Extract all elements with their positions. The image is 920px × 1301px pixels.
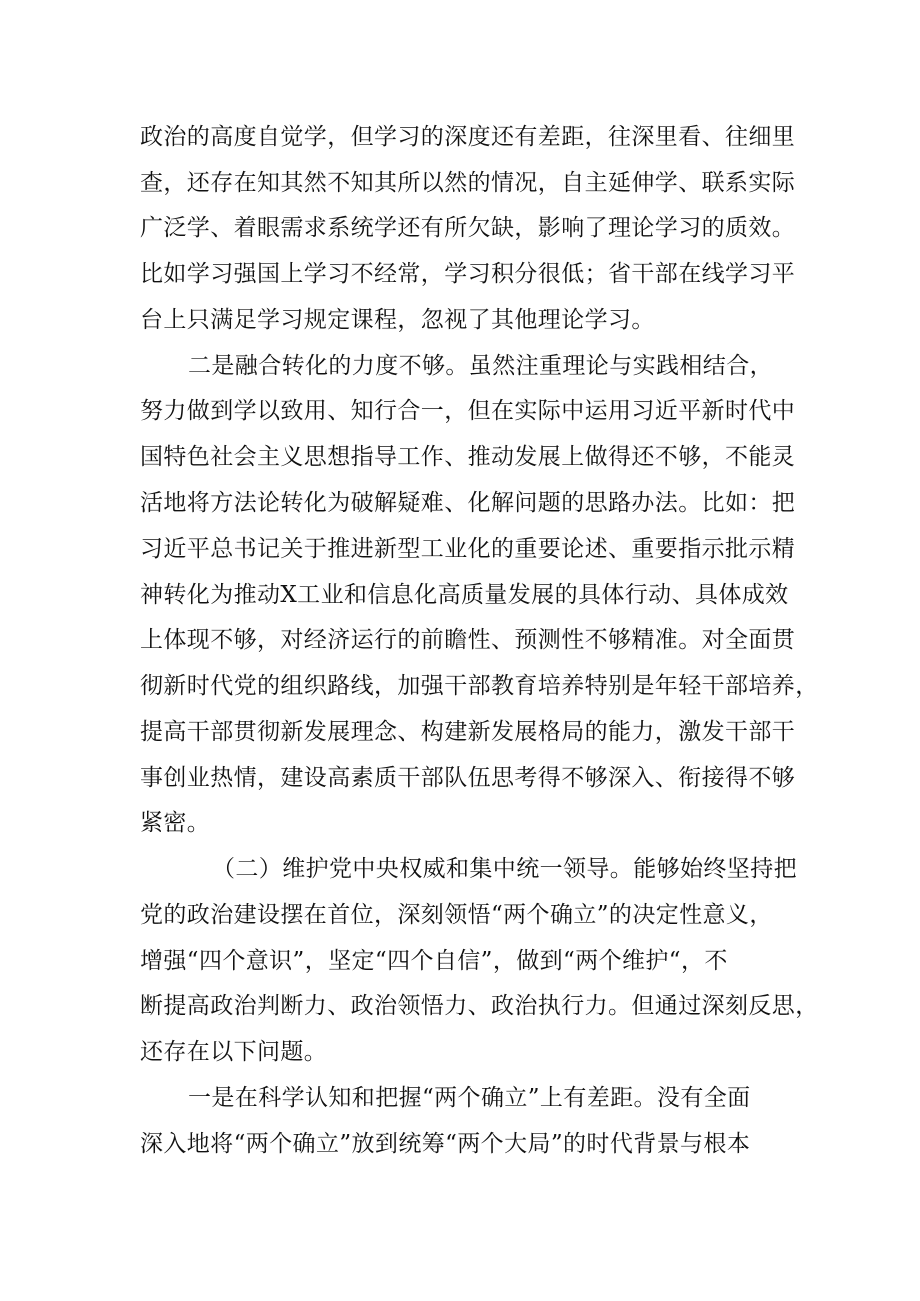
body-text-line: 提高干部贯彻新发展理念、构建新发展格局的能力，激发干部干 bbox=[140, 719, 796, 745]
body-text-line: 上体现不够，对经济运行的前瞻性、预测性不够精准。对全面贯 bbox=[140, 627, 796, 653]
body-text-line: 查，还存在知其然不知其所以然的情况，自主延伸学、联系实际 bbox=[140, 170, 796, 196]
body-text-line: 努力做到学以致用、知行合一，但在实际中运用习近平新时代中 bbox=[140, 398, 796, 424]
body-text-line: 增强“四个意识”，坚定“四个自信”，做到“两个维护“，不 bbox=[140, 948, 728, 974]
section-heading-line: （二）维护党中央权威和集中统一领导。能够始终坚持把 bbox=[212, 856, 797, 882]
body-text-line: 深入地将“两个确立”放到统筹“两个大局”的时代背景与根本 bbox=[140, 1131, 751, 1157]
body-text-line: 广泛学、着眼需求系统学还有所欠缺，影响了理论学习的质效。 bbox=[140, 215, 796, 241]
body-text-line: 还存在以下问题。 bbox=[140, 1039, 328, 1065]
body-text-line: 国特色社会主义思想指导工作、推动发展上做得还不够，不能灵 bbox=[140, 444, 796, 470]
body-text-line: 党的政治建设摆在首位，深刻领悟“两个确立”的决定性意义， bbox=[140, 902, 773, 928]
body-text-line: 紧密。 bbox=[140, 810, 211, 836]
body-text-line: 政治的高度自觉学，但学习的深度还有差距，往深里看、往细里 bbox=[140, 124, 796, 150]
body-text-line: 彻新时代党的组织路线，加强干部教育培养特别是年轻干部培养， bbox=[140, 673, 819, 699]
body-text-line: 台上只满足学习规定课程，忽视了其他理论学习。 bbox=[140, 307, 655, 333]
body-text-line: 事创业热情，建设高素质干部队伍思考得不够深入、衔接得不够 bbox=[140, 765, 796, 791]
body-text-line: 比如学习强国上学习不经常，学习积分很低；省干部在线学习平 bbox=[140, 261, 796, 287]
body-text-line: 习近平总书记关于推进新型工业化的重要论述、重要指示批示精 bbox=[140, 536, 796, 562]
body-text-line: 活地将方法论转化为破解疑难、化解问题的思路办法。比如：把 bbox=[140, 490, 796, 516]
body-text-line: 神转化为推动X工业和信息化高质量发展的具体行动、具体成效 bbox=[140, 582, 789, 608]
paragraph-start-line: 一是在科学认知和把握“两个确立”上有差距。没有全面 bbox=[188, 1085, 751, 1111]
body-text-line: 断提高政治判断力、政治领悟力、政治执行力。但通过深刻反思， bbox=[140, 993, 819, 1019]
paragraph-start-line: 二是融合转化的力度不够。虽然注重理论与实践相结合， bbox=[188, 353, 773, 379]
